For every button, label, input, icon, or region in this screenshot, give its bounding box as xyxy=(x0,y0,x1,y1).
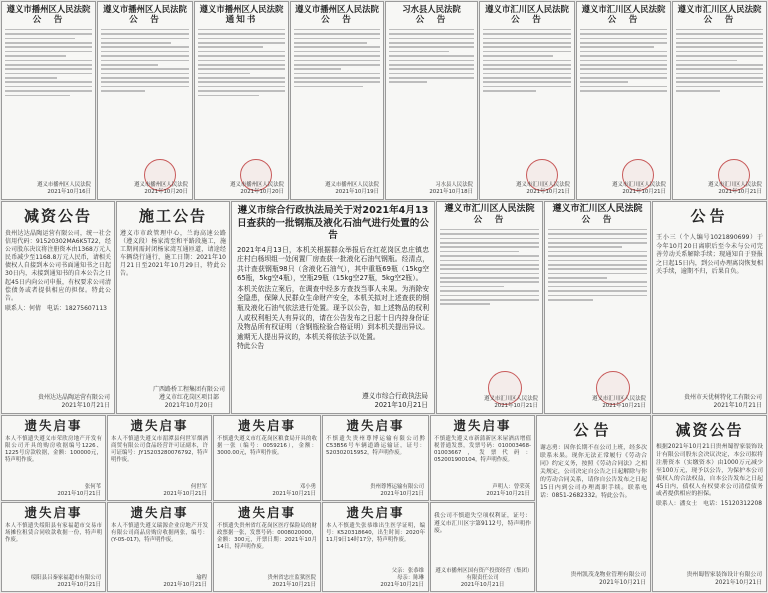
notice-body: 王小三（个人编号10218906​99）于今年10月20日离职后至今未与公司完善劳动关系解除手续；现通知自于登报之日起15日内，到公司办理离岗恢复相关手续，逾期不归，后果自负。 xyxy=(656,234,763,276)
notice-body: 本人不慎遗失张恭维出生医学证明，编号：K520318640，出生时间：2020年11月9日14时17分，特声明作废。 xyxy=(326,523,425,543)
signature-date: 2021年10月21日 xyxy=(57,582,101,588)
signature-org: 遵义市汇川区人民法院 xyxy=(708,182,762,188)
signature-date: 2021年10月21日 xyxy=(718,189,762,195)
fine-print-text xyxy=(198,29,285,96)
notice-title: 公告 xyxy=(573,421,614,439)
signature-org: 遵义市播州区人民法院 xyxy=(37,182,91,188)
court-name: 遵义市播州区人民法院 xyxy=(199,4,284,14)
contact-info: 联系人：潘女士 电话：15120312208 xyxy=(656,501,763,508)
signature-name: 何世军 xyxy=(190,484,207,490)
signature-date: 2021年10月20日 xyxy=(144,189,188,195)
notice-title: 遗失启事 xyxy=(130,505,189,520)
notice-title: 遗失启事 xyxy=(237,418,296,433)
fine-print-text xyxy=(580,29,667,92)
signature-father: 父亲：张恭维 xyxy=(391,568,424,574)
court-notice xyxy=(479,1,575,200)
court-name: 遵义市汇川区人民法院 xyxy=(581,4,666,14)
notice-kind: 公 告 xyxy=(321,15,353,25)
notice-body: 遵义市市政管理中心，兰海高速公路（遵义段）杨家湾至和平路段施工，施工期间需封闭杨家湾互通匝道，请途经车辆绕行通行，施工日期：2021年10月21日至2021年10月29日，特此公告。 xyxy=(120,230,226,278)
signature-org: 遵义市播州区国有资产投资经营（集团）有限责任公司 xyxy=(435,568,530,581)
court-name: 遵义市播州区人民法院 xyxy=(6,4,91,14)
notice-title: 遵义市综合行政执法局关于对2021年4月13日查获的一批钢瓶及液化石油气进行处置的公告 xyxy=(237,205,429,241)
lost-notice xyxy=(430,415,535,501)
signature-date: 2021年10月21日 xyxy=(599,580,646,587)
notice-paragraph-2: 本机关依法立案后，在调查中经多方查找当事人未果。为消除安全隐患，保障人民群众生命财产安全，本机关拟对上述查获的钢瓶及液化石油气依法进行处置。现予以公告，如上述物品的权利人或权利相关人有异议的，请在公告发布之日起十日内持身份证及物品所有权证明（含钢瓶检验合格证明）到本机关提出异议。逾期无人提出异议的，本机关将依法予以处置。 xyxy=(237,284,429,341)
lost-notice xyxy=(1,415,106,501)
notice-body: 谢志勇：因你长期不在公司上班，经多次联系未果。现你无法正常履行《劳动合同》约定义务，按照《劳动合同法》之相关规定，公司决定自公告之日起解除与你的劳动合同关系，请你自公告发布之日起15日内到公司办理离职手续。联系电话：0851-2682332。特此公告。 xyxy=(540,445,647,499)
employment-notice xyxy=(652,201,767,414)
signature-mother: 母亲：陈琳 xyxy=(397,575,424,581)
signature-org: 广西路桥工程集团有限公司 xyxy=(152,386,225,393)
contact-info: 联系人：何倩 电话：18275607113 xyxy=(5,304,107,312)
court-name: 遵义市汇川区人民法院 xyxy=(485,4,569,14)
notice-body: 根据2021年10月21日贵州蜀智家装饰设计有限公司股东会决议决定，本公司拟将注册资本（实缴资本）由1000万元减少至100万元，现予以公告，为保护本公司债权人的合法权益，自本公告发布之日起45日内，债权人有权要求公司清偿债务或者提供相应的担保。 xyxy=(656,444,763,498)
notice-kind: 公 告 xyxy=(581,215,614,225)
notice-kind: 通知书 xyxy=(225,15,258,25)
notice-body: 不慎遗失贵州尊博运输有限公司黔C53B56号车辆道路运输证，证号：520302015952，特声明作废。 xyxy=(326,436,425,456)
notice-kind: 公 告 xyxy=(415,15,448,25)
notice-paragraph-1: 2021年4月13日，本机关根据群众举报后在红花岗区忠庄镇忠庄村白杨坝组一处闲置厂房查获一批液化石油气钢瓶。经清点，共计查获钢瓶98只（含液化石油气），其中重瓶69瓶（15kg空65瓶，5kg空4瓶），空瓶29瓶（15kg空27瓶，5kg空2瓶）。 xyxy=(237,245,429,283)
signature-date: 2021年10月21日 xyxy=(163,491,207,497)
court-notice xyxy=(290,1,384,200)
signature-date: 2021年10月18日 xyxy=(429,189,473,195)
notice-kind: 公 告 xyxy=(473,215,506,225)
signature-date: 2021年10月21日 xyxy=(713,402,762,409)
law-enforcement-notice xyxy=(231,201,435,414)
signature-date: 2021年10月21日 xyxy=(272,491,316,497)
signature-org: 贵州市天优树特化工有限公司 xyxy=(683,394,762,401)
court-notice xyxy=(576,1,671,200)
signature-org: 贵州达达晶陶运营有限公司 xyxy=(37,394,110,401)
notice-title: 公告 xyxy=(690,207,729,225)
notice-kind: 公 告 xyxy=(32,15,65,25)
fine-print-text xyxy=(440,229,539,305)
lost-notice xyxy=(213,415,321,501)
notice-title: 遗失启事 xyxy=(453,418,512,433)
notice-title: 遗失启事 xyxy=(346,505,405,520)
labor-notice xyxy=(536,415,651,592)
signature-date: 2021年10月21日 xyxy=(57,491,101,497)
signature-date: 2021年10月21日 xyxy=(380,582,424,588)
notice-body: 不慎遗失贵州省红花岗区医疗保险局的财政票据一张，发票号码：0008020000，金额：300元，开票日期：2021年10月14日，特声明作废。 xyxy=(217,523,317,550)
signature-date: 2021年10月21日 xyxy=(460,582,505,588)
notice-title: 施工公告 xyxy=(138,207,207,225)
signature-org: 遵义市综合行政执法局 xyxy=(362,392,428,400)
notice-title: 遗失启事 xyxy=(24,505,83,520)
fine-print-text xyxy=(389,29,474,83)
notice-body: 不慎遗失遵义市新蒲新区米屋酒店增值税普通发票，发票号码：010003468-01003667，发票代码：052001900104，特声明作废。 xyxy=(434,436,531,463)
signature-name: 邓小勇 xyxy=(299,484,316,490)
notice-closing: 特此公告 xyxy=(237,342,265,351)
signature-org: 习水县人民法院 xyxy=(435,182,473,188)
court-name: 遵义市汇川区人民法院 xyxy=(677,4,762,14)
signature-date: 2021年10月21日 xyxy=(486,491,530,497)
signature-org: 贵州蜀智家装饰设计有限公司 xyxy=(686,572,762,579)
signature-date: 2021年10月21日 xyxy=(374,401,428,409)
court-notice xyxy=(1,1,96,200)
notice-body: 不慎遗失遵义市红花岗区粮食局开具的收据一张（编号：0059216），金额：3000.00元，特声明作废。 xyxy=(217,436,317,456)
court-notice xyxy=(97,1,193,200)
lost-notice xyxy=(107,415,212,501)
fine-print-text xyxy=(294,29,380,88)
signature-date: 2021年10月21日 xyxy=(602,403,646,409)
capital-reduction-notice xyxy=(652,415,767,592)
notice-title: 减资公告 xyxy=(23,207,92,225)
notice-body: 本人不慎遗失遵义市荣欣房地产开发有限公司开具的购房收据编号1226、1225号房款收据，金额：100000元，特声明作废。 xyxy=(5,436,102,463)
fine-print-text xyxy=(548,229,647,301)
public-loss-notice xyxy=(430,502,535,592)
notice-kind: 公 告 xyxy=(511,15,543,25)
signature-org: 遵义市汇川区人民法院 xyxy=(516,182,570,188)
signature-date: 2021年10月20日 xyxy=(164,402,214,409)
lost-notice xyxy=(213,502,321,592)
construction-notice xyxy=(116,201,230,414)
notice-kind: 公 告 xyxy=(129,15,161,25)
signature-date: 2021年10月21日 xyxy=(380,491,424,497)
signature-date: 2021年10月16日 xyxy=(47,189,91,195)
fine-print-text xyxy=(676,29,763,92)
signature-date: 2021年10月21日 xyxy=(622,189,666,195)
signature-org: 遵义市播州区人民法院 xyxy=(230,182,284,188)
notice-body: 本人不慎遗失遵义瑞源企业房地产开发有限公司商品房购房收据两张，编号：(Y-05-017)，特声明作废。 xyxy=(111,523,208,543)
lost-notice xyxy=(322,502,429,592)
signature-date: 2021年10月21日 xyxy=(61,402,110,409)
fine-print-text xyxy=(101,29,189,92)
signature-date: 2021年10月20日 xyxy=(240,189,284,195)
signature-date: 2021年10月21日 xyxy=(494,403,538,409)
notice-title: 遗失启事 xyxy=(346,418,405,433)
capital-reduction-notice xyxy=(1,201,115,414)
fine-print-text xyxy=(5,29,92,96)
lost-notice xyxy=(1,502,106,592)
notice-title: 遗失启事 xyxy=(237,505,296,520)
signature-org: 遵义市播州区人民法院 xyxy=(134,182,188,188)
notice-body: 本人不慎遗失遵义市湄潭县何世军烟酒商贸有限公司食品经营许可证副本，许可证编号：JY15203280076792，特声明作废。 xyxy=(111,436,208,463)
notice-title: 遗失启事 xyxy=(130,418,189,433)
notice-body: 本人不慎遗失绥阳县有家福超市交易市场摊位租赁合同收款收据一份，特声明作废。 xyxy=(5,523,102,543)
court-name: 遵义市播州区人民法院 xyxy=(103,4,187,14)
signature-org: 遵义市汇川区人民法院 xyxy=(592,396,646,402)
signature-org: 遵义市汇川区人民法院 xyxy=(612,182,666,188)
lost-notice xyxy=(107,502,212,592)
fine-print-text xyxy=(483,29,571,92)
signature-org: 遵义市汇川区人民法院 xyxy=(484,396,538,402)
signature-date: 2021年10月21日 xyxy=(272,582,316,588)
signature-name: 声明人：曾荣英 xyxy=(492,484,530,490)
court-notice xyxy=(544,201,651,414)
signature-date: 2021年10月21日 xyxy=(163,582,207,588)
signature-name: 瑜程 xyxy=(196,575,207,581)
signature-date: 2021年10月19日 xyxy=(335,189,379,195)
signature-dept: 遵义市红花岗区项目部 xyxy=(158,394,219,401)
court-name: 遵义市汇川区人民法院 xyxy=(444,204,535,214)
notice-kind: 公 告 xyxy=(607,15,640,25)
court-name: 习水县人民法院 xyxy=(402,4,461,14)
signature-date: 2021年10月21日 xyxy=(526,189,570,195)
court-notice xyxy=(194,1,289,200)
notice-body: 我公司不慎遗失空项权利证，证号：遵义市汇川区字第9112号，特声明作废。 xyxy=(434,513,531,535)
signature-name: 张何苇 xyxy=(84,484,101,490)
signature-org: 贵州凯茂龙物业管理有限公司 xyxy=(570,572,646,579)
court-name: 遵义市播州区人民法院 xyxy=(295,4,379,14)
notice-kind: 公 告 xyxy=(703,15,736,25)
notice-title: 遗失启事 xyxy=(24,418,83,433)
notice-body: 贵州达达晶陶运营有限公司，统一社会信用代码：91520302MA6K5T22，经公司股东决议将注册资本由1368万元人民币减少至1168.8万元人民币，请相关债权人自接到本公司书面通知书之日起30日内，未接到通知书的自本公告之日起45日内向公司申报，有权要求公司清偿债务或者提供相应的担保。特此公告。 xyxy=(5,230,111,302)
lost-notice xyxy=(322,415,429,501)
court-notice xyxy=(672,1,767,200)
notice-title: 减资公告 xyxy=(675,421,744,439)
signature-org: 遵义市播州区人民法院 xyxy=(325,182,379,188)
signature-name: 贵州省忠庄监狱医院 xyxy=(267,575,316,581)
court-notice xyxy=(385,1,478,200)
signature-name: 绥阳县吕秦家福超市有限公司 xyxy=(30,575,101,581)
signature-date: 2021年10月21日 xyxy=(715,580,762,587)
court-name: 遵义市汇川区人民法院 xyxy=(552,204,643,214)
court-notice xyxy=(436,201,543,414)
signature-name: 贵州尊博运输有限公司 xyxy=(370,484,424,490)
